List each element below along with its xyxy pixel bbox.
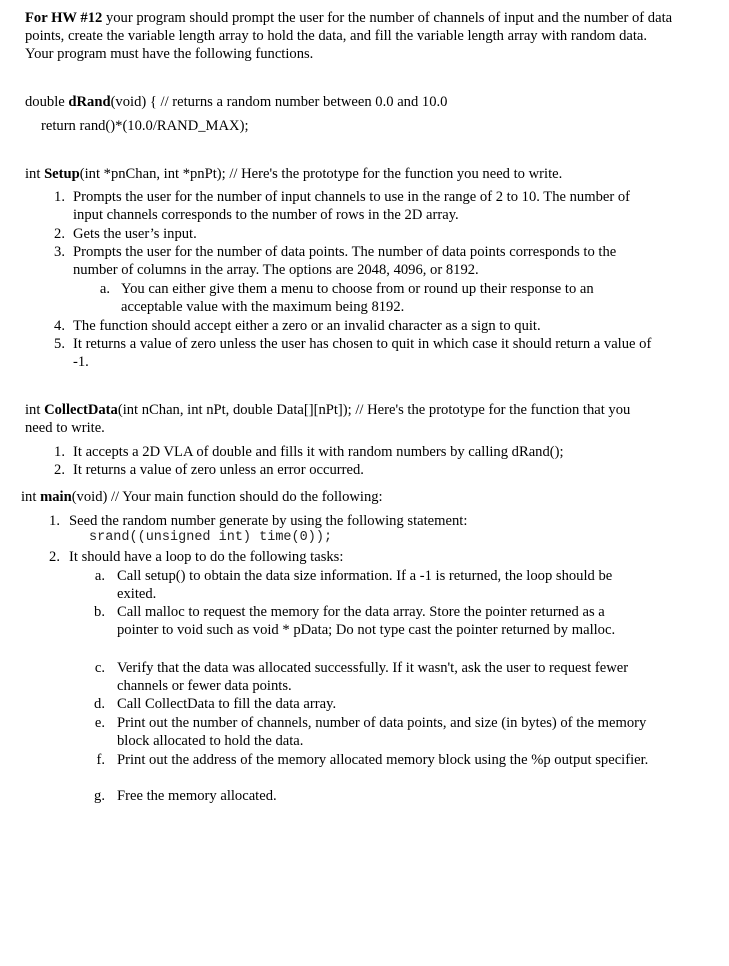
list-marker: 1. xyxy=(54,444,65,460)
list-marker: 2. xyxy=(54,226,65,242)
list-marker: e. xyxy=(94,715,105,731)
setup-comment: (int *pnChan, int *pnPt); // Here's the prototype for the function you need to write. xyxy=(79,166,563,182)
list-marker: c. xyxy=(94,660,105,676)
list-marker: 4. xyxy=(54,318,65,334)
drand-signature xyxy=(25,93,675,111)
list-text: Seed the random number generate by using the following statement: xyxy=(69,513,468,529)
list-text: Prompts the user for the number of input channels to use in the range of 2 to 10. The number of input channels corresponds to the number of rows in the 2D array. xyxy=(73,189,631,223)
collectdata-name: CollectData xyxy=(44,402,118,418)
list-text: Gets the user’s input. xyxy=(73,226,197,242)
list-marker: 2. xyxy=(54,462,65,478)
list-marker: a. xyxy=(94,568,105,584)
list-text: It accepts a 2D VLA of double and fills it with random numbers by calling dRand(); xyxy=(73,444,564,460)
list-text: You can either give them a menu to choose from or round up their response to an acceptable value with the maximum being 8192. xyxy=(121,281,594,315)
list-text: Prompts the user for the number of data points. The number of data points corresponds to the number of columns in the array. The options are 2048, 4096, or 8192. xyxy=(73,244,617,278)
list-text: It returns a value of zero unless the user has chosen to quit in which case it should return a value of -1. xyxy=(73,336,652,370)
list-text: It should have a loop to do the following tasks: xyxy=(69,549,344,565)
drand-type: double xyxy=(25,94,69,110)
setup-signature xyxy=(25,165,675,183)
drand-name: dRand xyxy=(68,94,111,110)
list-marker: 2. xyxy=(49,549,60,565)
srand-code: srand((unsigned int) time(0)); xyxy=(89,530,333,545)
intro-text: your program should prompt the user for the number of channels of input and the number of data points, create the variable length array to hold the data, and fill the variable length array with random data. Your program must have the following functions. xyxy=(25,10,673,62)
list-marker: g. xyxy=(94,788,105,804)
list-marker: 3. xyxy=(54,244,65,260)
drand-comment: (void) { // returns a random number between 0.0 and 10.0 xyxy=(110,94,448,110)
list-marker: 1. xyxy=(54,189,65,205)
list-marker: 1. xyxy=(49,513,60,529)
list-text: Call CollectData to fill the data array. xyxy=(117,696,337,712)
collectdata-signature xyxy=(25,401,645,437)
list-marker: b. xyxy=(94,604,105,620)
setup-name: Setup xyxy=(44,166,80,182)
list-text: Verify that the data was allocated successfully. If it wasn't, ask the user to request fewer channels or fewer data points. xyxy=(117,660,629,694)
list-marker: f. xyxy=(96,752,105,768)
list-marker: d. xyxy=(94,696,105,712)
setup-type: int xyxy=(25,166,45,182)
main-signature xyxy=(21,488,671,506)
list-text: Print out the number of channels, number of data points, and size (in bytes) of the memory block allocated to hold the data. xyxy=(117,715,647,749)
collectdata-comment: (int nChan, int nPt, double Data[][nPt]); // Here's the prototype for the function that you need to write. xyxy=(25,402,631,436)
intro-paragraph xyxy=(25,9,675,63)
main-name: main xyxy=(40,489,72,505)
main-type: int xyxy=(21,489,41,505)
list-text: Print out the address of the memory allocated memory block using the %p output specifier. xyxy=(117,752,649,768)
list-text: It returns a value of zero unless an error occurred. xyxy=(73,462,364,478)
intro-bold: For HW #12 xyxy=(25,10,103,26)
collectdata-type: int xyxy=(25,402,45,418)
main-comment: (void) // Your main function should do the following: xyxy=(71,489,383,505)
list-marker: a. xyxy=(99,281,110,297)
list-text: Free the memory allocated. xyxy=(117,788,277,804)
list-text: The function should accept either a zero or an invalid character as a sign to quit. xyxy=(73,318,541,334)
list-text: Call setup() to obtain the data size information. If a -1 is returned, the loop should be exited. xyxy=(117,568,613,602)
drand-body: return rand()*(10.0/RAND_MAX); xyxy=(41,118,249,134)
list-marker: 5. xyxy=(54,336,65,352)
list-text: Call malloc to request the memory for the data array. Store the pointer returned as a pointer to void such as void * pData; Do not type cast the pointer returned by malloc. xyxy=(117,604,616,638)
